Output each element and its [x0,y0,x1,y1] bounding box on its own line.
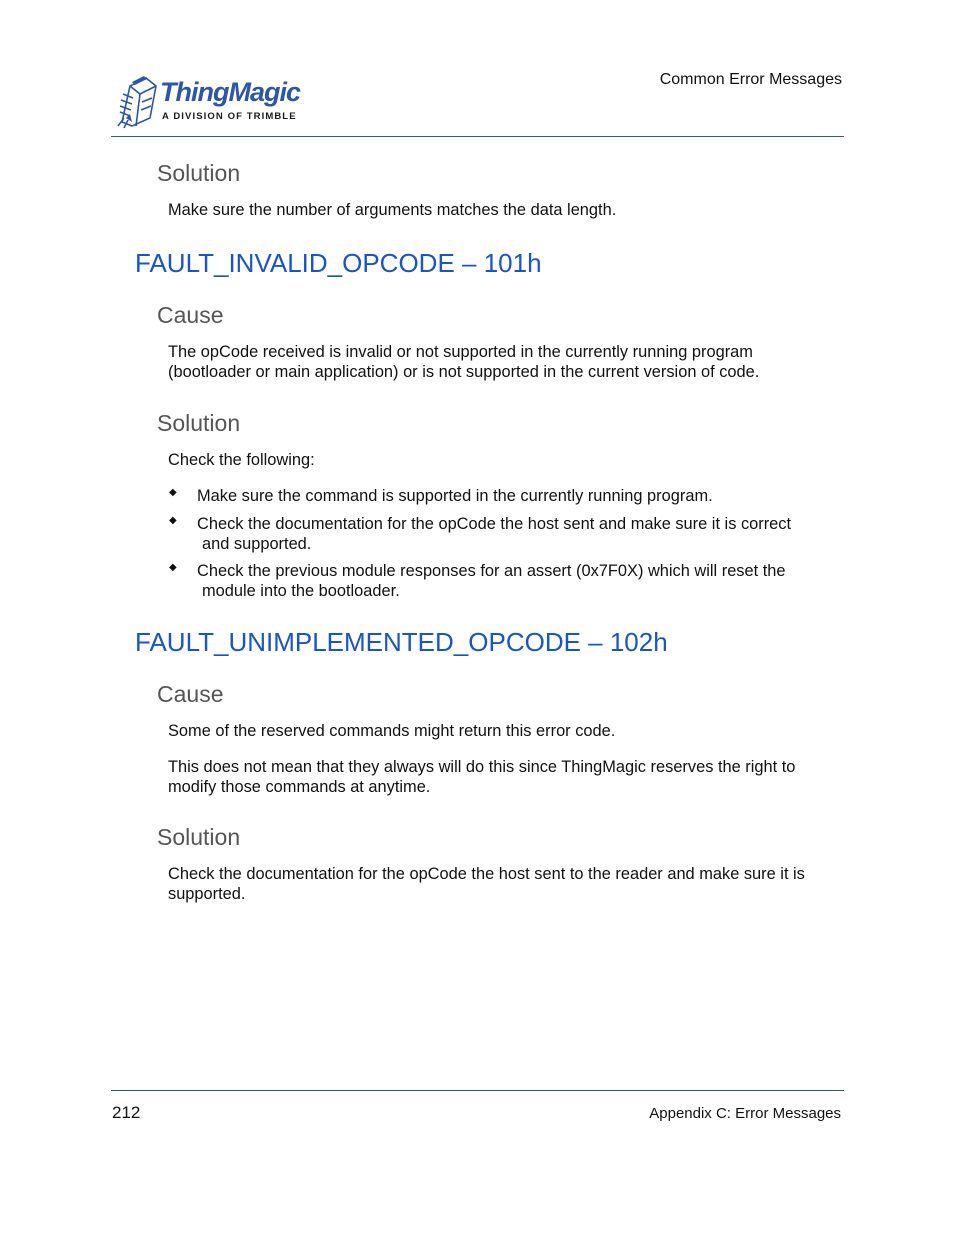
thingmagic-logo [116,72,316,128]
fault-102-cause-note-line-2: modify those commands at anytime. [168,778,431,796]
page-number: 212 [112,1103,141,1122]
fault-102-solution-line-2: supported. [168,885,246,903]
fault-102-cause-note-line-1: This does not mean that they always will do this since ThingMagic reserves the right to [168,758,796,776]
fault-101-cause-line-2: (bootloader or main application) or is not supported in the current version of code. [168,363,760,381]
fault-102-cause-text: Some of the reserved commands might return this error code. [168,722,616,740]
fault-102-cause-note [168,757,844,797]
fault-101-bullet-3 [197,561,837,601]
solution-text-intro: Make sure the number of arguments matches the data length. [168,201,617,219]
solution-heading-intro: Solution [157,160,241,186]
running-header-title: Common Error Messages [659,71,842,88]
fault-101-title: FAULT_INVALID_OPCODE – 101h [135,248,542,278]
footer-divider [111,1090,844,1091]
bullet-line: Make sure the command is supported in the currently running program. [197,487,713,505]
fault-102-solution-text [168,864,844,904]
fault-102-title: FAULT_UNIMPLEMENTED_OPCODE – 102h [135,627,668,657]
fault-101-cause-line-1: The opCode received is invalid or not supported in the currently running program [168,343,753,361]
bullet-line: Check the previous module responses for an assert (0x7F0X) which will reset the [197,562,786,580]
bullet-line-continued: module into the bootloader. [202,582,400,600]
diamond-bullet-icon: ◆ [169,487,177,498]
thingmagic-logo-icon [116,72,162,130]
fault-102-cause-heading: Cause [157,681,224,707]
fault-101-solution-intro: Check the following: [168,451,315,469]
bullet-line-continued: and supported. [202,535,312,553]
header-divider [111,136,844,137]
bullet-line: Check the documentation for the opCode the host sent and make sure it is correct [197,515,792,533]
fault-101-bullet-1 [197,486,837,506]
fault-102-solution-heading: Solution [157,824,241,850]
fault-101-cause-heading: Cause [157,302,224,328]
footer-chapter-title: Appendix C: Error Messages [649,1105,841,1122]
fault-101-solution-heading: Solution [157,410,241,436]
diamond-bullet-icon: ◆ [169,562,177,573]
fault-101-bullet-2 [197,514,837,554]
logo-wordmark: ThingMagic [160,77,300,107]
fault-101-cause-text [168,342,844,382]
diamond-bullet-icon: ◆ [169,515,177,526]
fault-102-solution-line-1: Check the documentation for the opCode the host sent to the reader and make sure it is [168,865,805,883]
logo-tagline: A DIVISION OF TRIMBLE [162,111,297,122]
